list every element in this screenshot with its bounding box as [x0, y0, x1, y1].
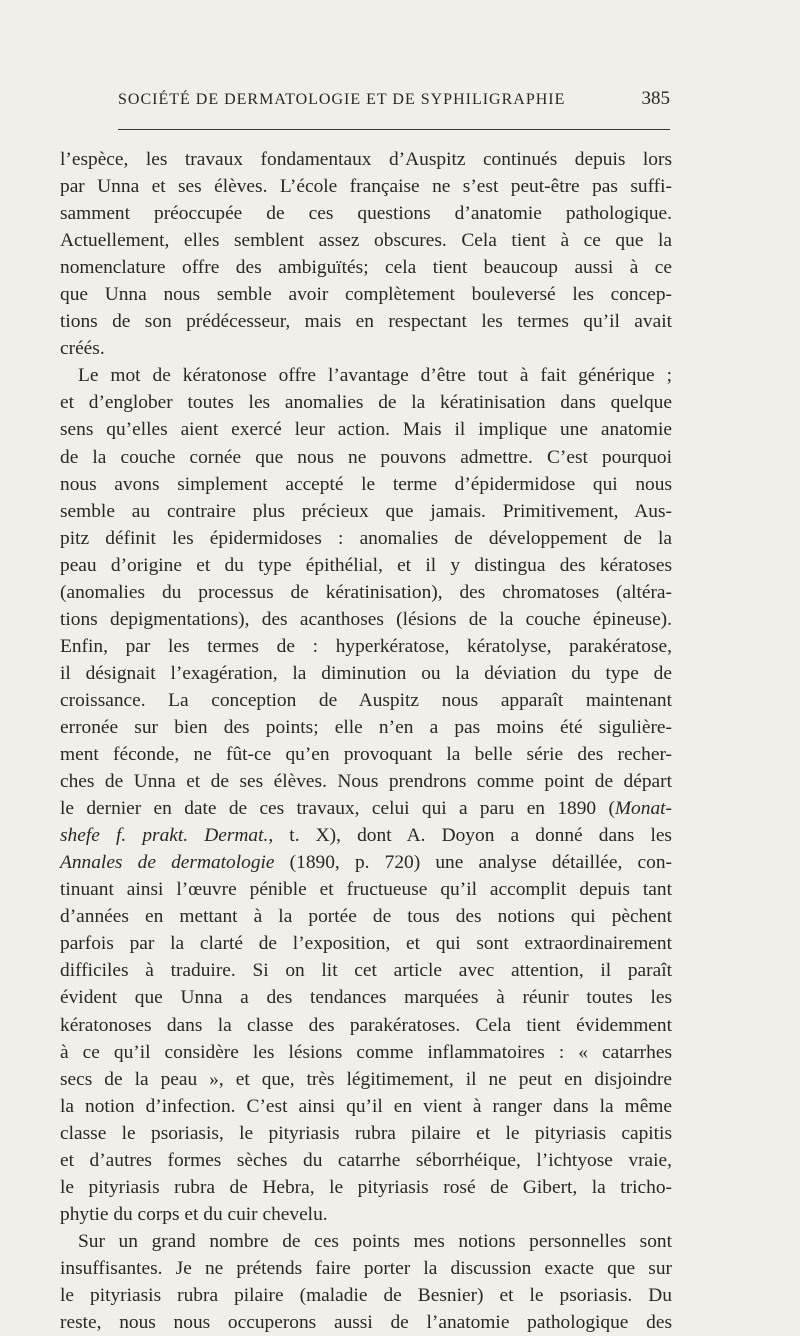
text-line — [60, 1282, 672, 1309]
text-run: secs de la peau », et que, très légitimement, il ne peut en disjoindre — [60, 1068, 672, 1090]
text-run: sens qu’elles aient exercé leur action. Mais il implique une anatomie — [60, 419, 672, 441]
text-line — [60, 930, 672, 957]
text-line — [60, 876, 672, 903]
text-line — [60, 1309, 672, 1336]
text-run: par Unna et ses élèves. L’école française ne s’est peut-être pas suffi- — [60, 176, 672, 198]
text-line — [60, 1066, 672, 1093]
text-run: nous avons simplement accepté le terme d’épidermidose qui nous — [60, 473, 672, 495]
text-line — [60, 1120, 672, 1147]
text-line — [60, 308, 672, 335]
text-line — [60, 498, 672, 525]
text-run: (1890, p. 720) une analyse détaillée, con- — [274, 852, 672, 874]
text-run: classe le psoriasis, le pityriasis rubra pilaire et le pityriasis capitis — [60, 1122, 672, 1144]
text-run: de la couche cornée que nous ne pouvons admettre. C’est pourquoi — [60, 446, 672, 468]
text-line — [60, 1255, 672, 1282]
text-run: samment préoccupée de ces questions d’anatomie pathologique. — [60, 203, 672, 225]
text-run: peau d’origine et du type épithélial, et il y distingua des kératoses — [60, 554, 672, 576]
text-line — [60, 1147, 672, 1174]
text-line — [60, 416, 672, 443]
text-line — [60, 146, 672, 173]
text-run: tinuant ainsi l’œuvre pénible et fructueuse qu’il accomplit depuis tant — [60, 879, 672, 901]
text-line — [60, 1228, 672, 1255]
text-run: parfois par la clarté de l’exposition, et qui sont extraordinairement — [60, 933, 672, 955]
text-run: difficiles à traduire. Si on lit cet article avec attention, il paraît — [60, 960, 672, 982]
text-line — [60, 714, 672, 741]
text-run: erronée sur bien des points; elle n’en a pas moins été sigulière- — [60, 716, 672, 738]
text-run: à ce qu’il considère les lésions comme inflammatoires : « catarrhes — [60, 1041, 672, 1063]
text-run: et d’englober toutes les anomalies de la kératinisation dans quelque — [60, 392, 672, 414]
text-line — [60, 1201, 672, 1228]
text-line — [60, 606, 672, 633]
text-run: le pityriasis rubra pilaire (maladie de Besnier) et le psoriasis. Du — [60, 1284, 672, 1306]
text-run: d’années en mettant à la portée de tous des notions qui pèchent — [60, 906, 672, 928]
text-line — [60, 957, 672, 984]
text-run: Sur un grand nombre de ces points mes notions personnelles sont — [78, 1230, 672, 1252]
text-run: le pityriasis rubra de Hebra, le pityriasis rosé de Gibert, la tricho- — [60, 1176, 672, 1198]
text-run: l’espèce, les travaux fondamentaux d’Auspitz continués depuis lors — [60, 149, 672, 170]
text-run: il désignait l’exagération, la diminution ou la déviation du type de — [60, 662, 672, 684]
text-run: (anomalies du processus de kératinisation), des chromatoses (altéra- — [60, 581, 672, 603]
text-run: évident que Unna a des tendances marquées à réunir toutes les — [60, 987, 672, 1009]
text-run: Enfin, par les termes de : hyperkératose, kératolyse, parakératose, — [60, 635, 672, 657]
text-line — [60, 984, 672, 1011]
text-run: croissance. La conception de Auspitz nous apparaît maintenant — [60, 689, 672, 711]
text-line — [60, 335, 672, 362]
text-run: ment féconde, ne fût-ce qu’en provoquant la belle série des recher- — [60, 744, 672, 766]
text-line — [60, 552, 672, 579]
text-run: tions de son prédécesseur, mais en respectant les termes qu’il avait — [60, 311, 672, 333]
text-run: créés. — [60, 338, 105, 360]
text-line — [60, 1039, 672, 1066]
text-line — [60, 741, 672, 768]
text-line — [60, 362, 672, 389]
text-line — [60, 1174, 672, 1201]
text-line — [60, 444, 672, 471]
body-text — [60, 146, 672, 1336]
text-run: reste, nous nous occuperons aussi de l’anatomie pathologique des — [60, 1312, 672, 1334]
header-rule — [118, 129, 670, 130]
italic-citation: Monat- — [614, 798, 672, 820]
running-title: SOCIÉTÉ DE DERMATOLOGIE ET DE SYPHILIGRAPHIE — [118, 91, 566, 108]
text-line — [60, 687, 672, 714]
text-run: que Unna nous semble avoir complètement bouleversé les concep- — [60, 284, 672, 306]
text-line — [60, 822, 672, 849]
text-line — [60, 1012, 672, 1039]
text-line — [60, 849, 672, 876]
italic-citation: Annales de dermatologie — [60, 852, 275, 874]
text-line — [60, 633, 672, 660]
text-run: tions depigmentations), des acanthoses (lésions de la couche épineuse). — [60, 608, 672, 630]
text-run: ches de Unna et de ses élèves. Nous prendrons comme point de départ — [60, 771, 672, 793]
text-line — [60, 795, 672, 822]
text-run: Le mot de kératonose offre l’avantage d’être tout à fait générique ; — [78, 365, 672, 387]
text-line — [60, 660, 672, 687]
text-line — [60, 200, 672, 227]
text-line — [60, 227, 672, 254]
text-run: le dernier en date de ces travaux, celui qui a paru en 1890 ( — [60, 798, 615, 820]
text-run: phytie du corps et du cuir chevelu. — [60, 1203, 328, 1225]
text-line — [60, 254, 672, 281]
text-run: Actuellement, elles semblent assez obscures. Cela tient à ce que la — [60, 230, 672, 252]
text-run: et d’autres formes sèches du catarrhe séborrhéique, l’ichtyose vraie, — [60, 1149, 672, 1171]
text-line — [60, 281, 672, 308]
text-run: insuffisantes. Je ne prétends faire porter la discussion exacte que sur — [60, 1257, 672, 1279]
text-line — [60, 525, 672, 552]
text-run: , t. X), dont A. Doyon a donné dans les — [268, 825, 672, 847]
text-line — [60, 768, 672, 795]
text-run: pitz définit les épidermidoses : anomalies de développement de la — [60, 527, 672, 549]
italic-citation: shefe f. prakt. Dermat. — [60, 825, 269, 847]
text-run: nomenclature offre des ambiguïtés; cela tient beaucoup aussi à ce — [60, 257, 672, 279]
page-number: 385 — [641, 88, 670, 109]
text-run: kératonoses dans la classe des parakératoses. Cela tient évidemment — [60, 1014, 672, 1036]
text-line — [60, 579, 672, 606]
text-line — [60, 173, 672, 200]
text-line — [60, 903, 672, 930]
text-run: la notion d’infection. C’est ainsi qu’il en vient à ranger dans la même — [60, 1095, 672, 1117]
running-header — [118, 88, 670, 118]
text-run: semble au contraire plus précieux que jamais. Primitivement, Aus- — [60, 500, 672, 522]
text-line — [60, 389, 672, 416]
text-line — [60, 471, 672, 498]
text-line — [60, 1093, 672, 1120]
